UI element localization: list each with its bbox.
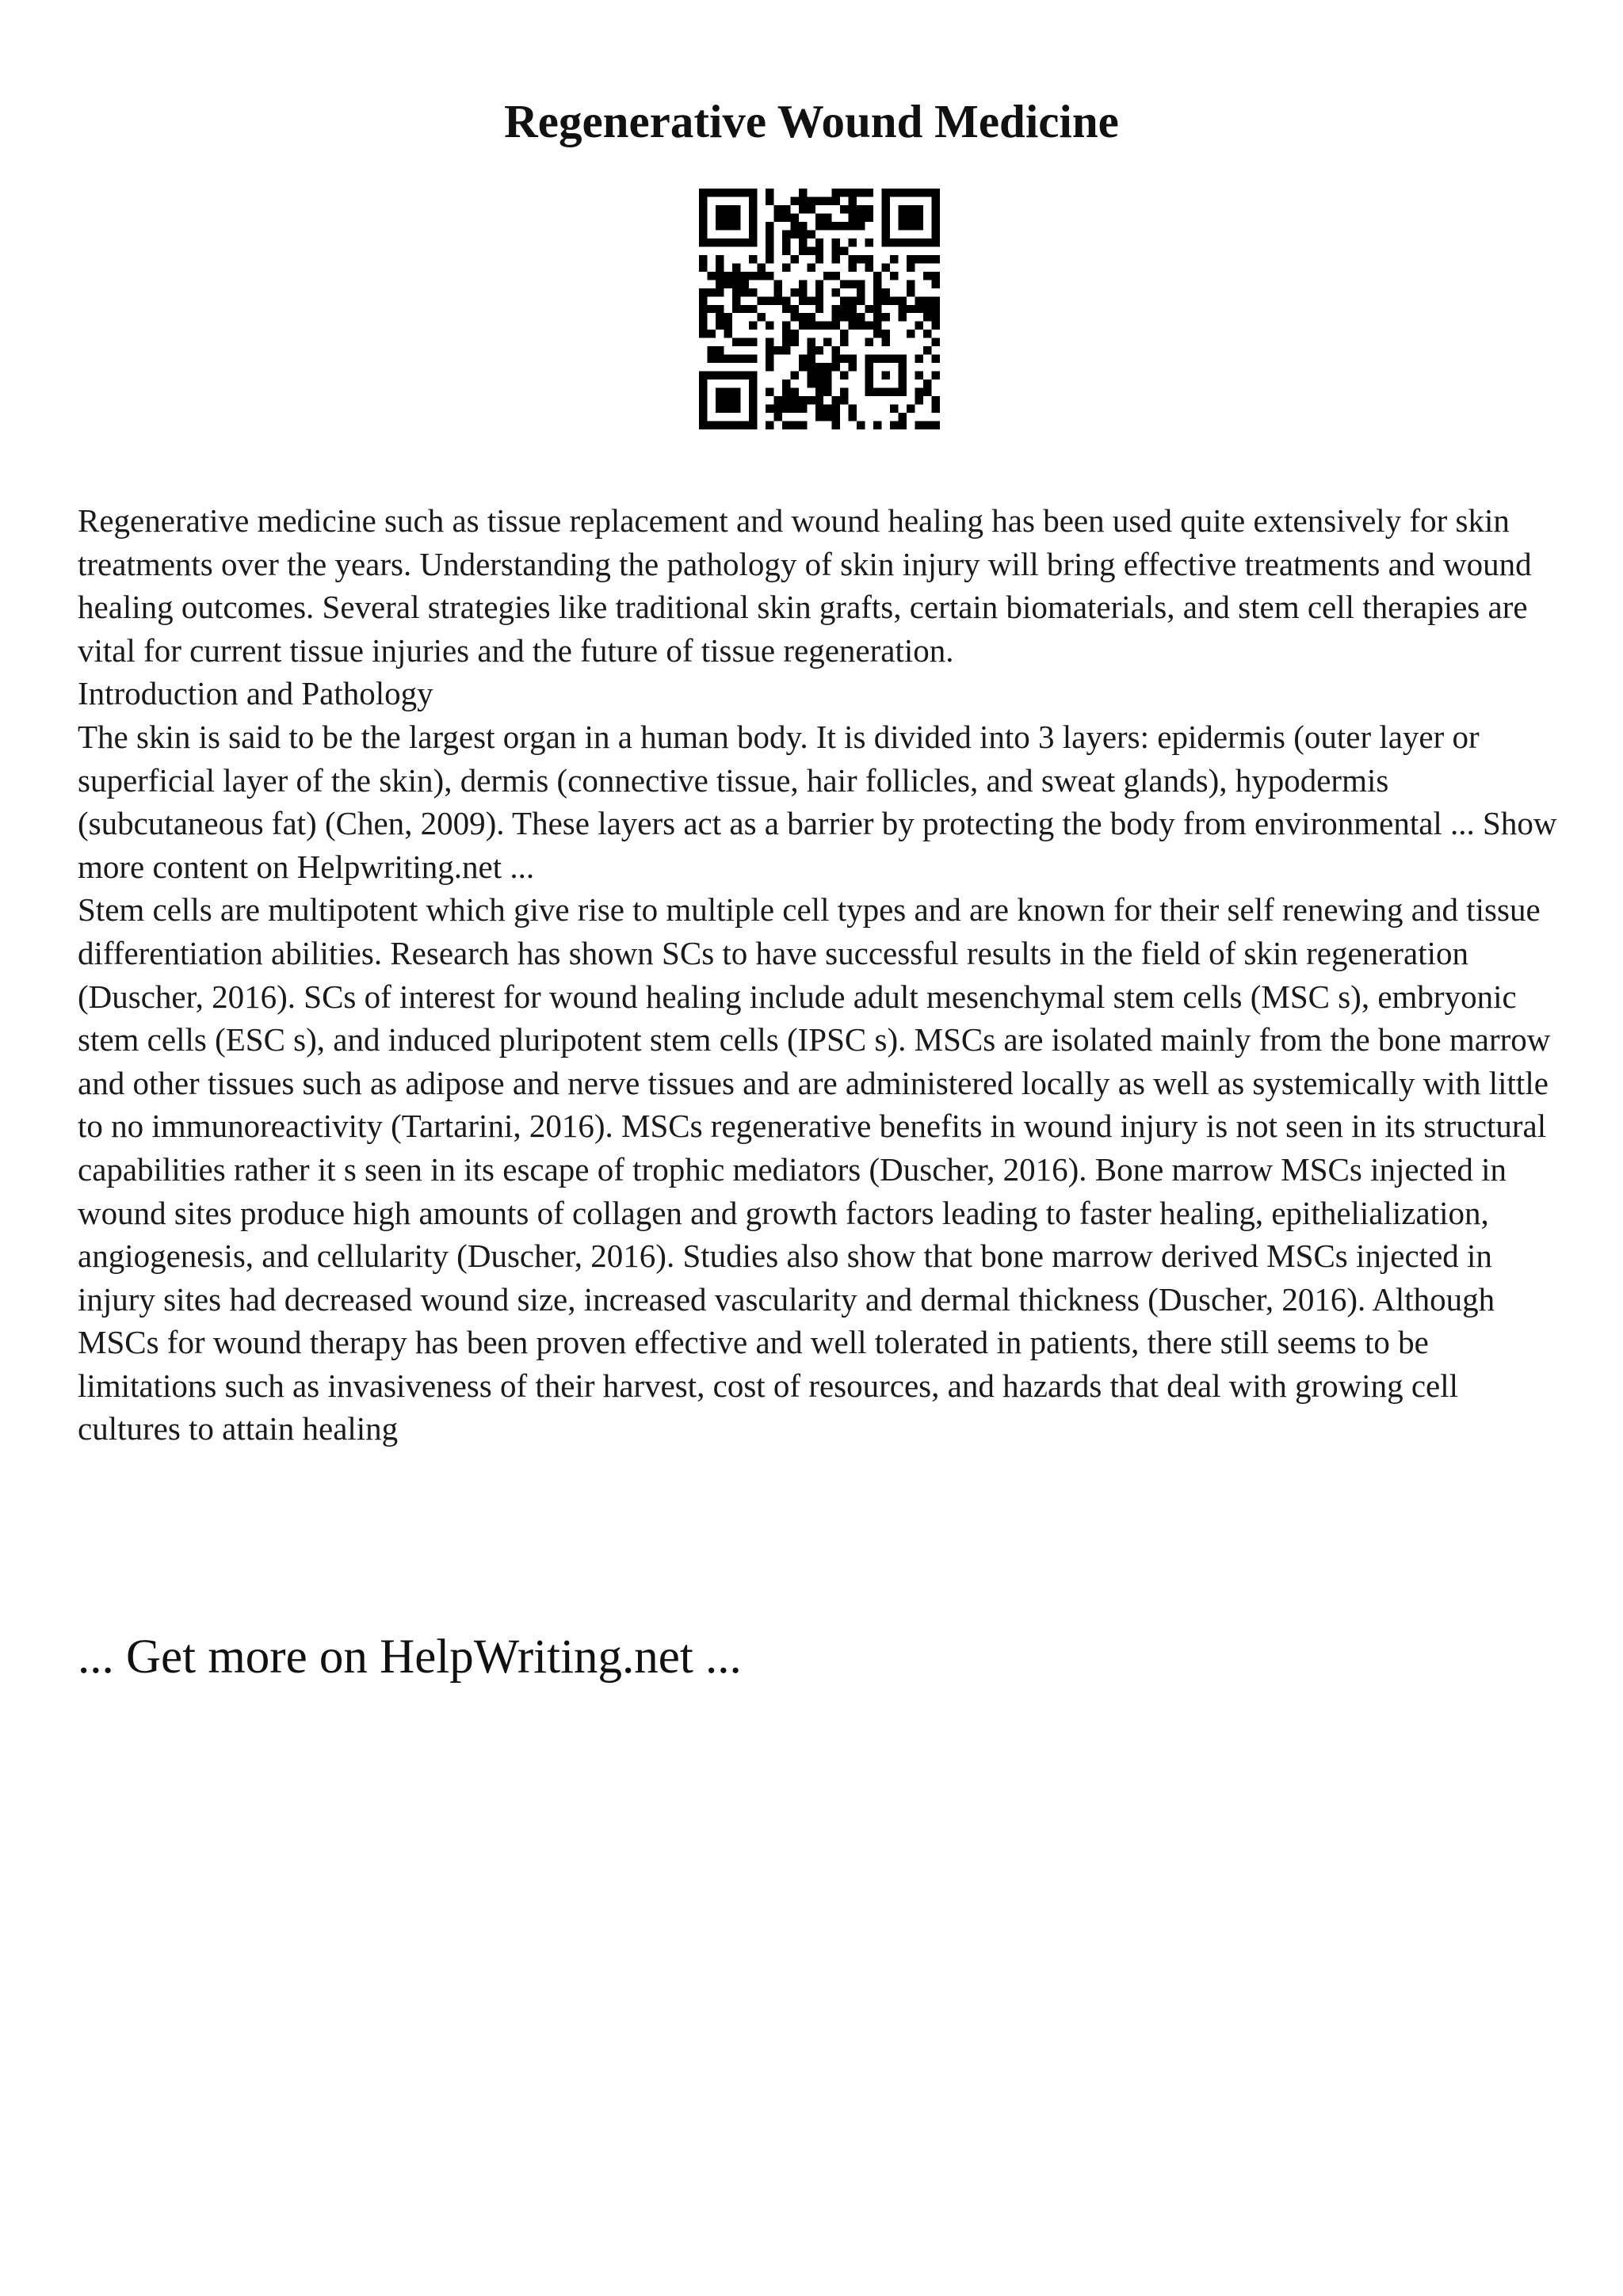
- pathology-paragraph: The skin is said to be the largest organ in a human body. It is divided into 3 layers: epidermis (outer layer or superficial layer of the skin), dermis (connective tissue, hair follicles, and sweat glands), hypodermis (subcutaneous fat) (Chen, 2009). These layers act as a barrier by protecting the body from environmental ... Show more content on Helpwriting.net ...: [78, 718, 1557, 885]
- stem-cells-paragraph: Stem cells are multipotent which give rise to multiple cell types and are known for their self renewing and tissue differentiation abilities. Research has shown SCs to have successful results in the field of skin regeneration (Duscher, 2016). SCs of interest for wound healing include adult mesenchymal stem cells (MSC s), embryonic stem cells (ESC s), and induced pluripotent stem cells (IPSC s). MSCs are isolated mainly from the bone marrow and other tissues such as adipose and nerve tissues and are administered locally as well as systemically with little to no immunoreactivity (Tartarini, 2016). MSCs regenerative benefits in wound injury is not seen in its structural capabilities rather it s seen in its escape of trophic mediators (Duscher, 2016). Bone marrow MSCs injected in wound sites produce high amounts of collagen and growth factors leading to faster healing, epithelialization, angiogenesis, and cellularity (Duscher, 2016). Studies also show that bone marrow derived MSCs injected in injury sites had decreased wound size, increased vascularity and dermal thickness (Duscher, 2016). Although MSCs for wound therapy has been proven effective and well tolerated in patients, there still seems to be limitations such as invasiveness of their harvest, cost of resources, and hazards that deal with growing cell cultures to attain healing: [78, 891, 1551, 1447]
- document-title: Regenerative Wound Medicine: [504, 95, 1119, 147]
- document-body: [78, 499, 1568, 1451]
- get-more-link[interactable]: ... Get more on HelpWriting.net ...: [78, 1630, 742, 1684]
- qr-code-icon: [699, 189, 940, 429]
- intro-paragraph: Regenerative medicine such as tissue replacement and wound healing has been used quite extensively for skin treatments over the years. Understanding the pathology of skin injury will bring effective treatments and wound healing outcomes. Several strategies like traditional skin grafts, certain biomaterials, and stem cell therapies are vital for current tissue injuries and the future of tissue regeneration.: [78, 502, 1532, 669]
- section-heading: Introduction and Pathology: [78, 675, 433, 712]
